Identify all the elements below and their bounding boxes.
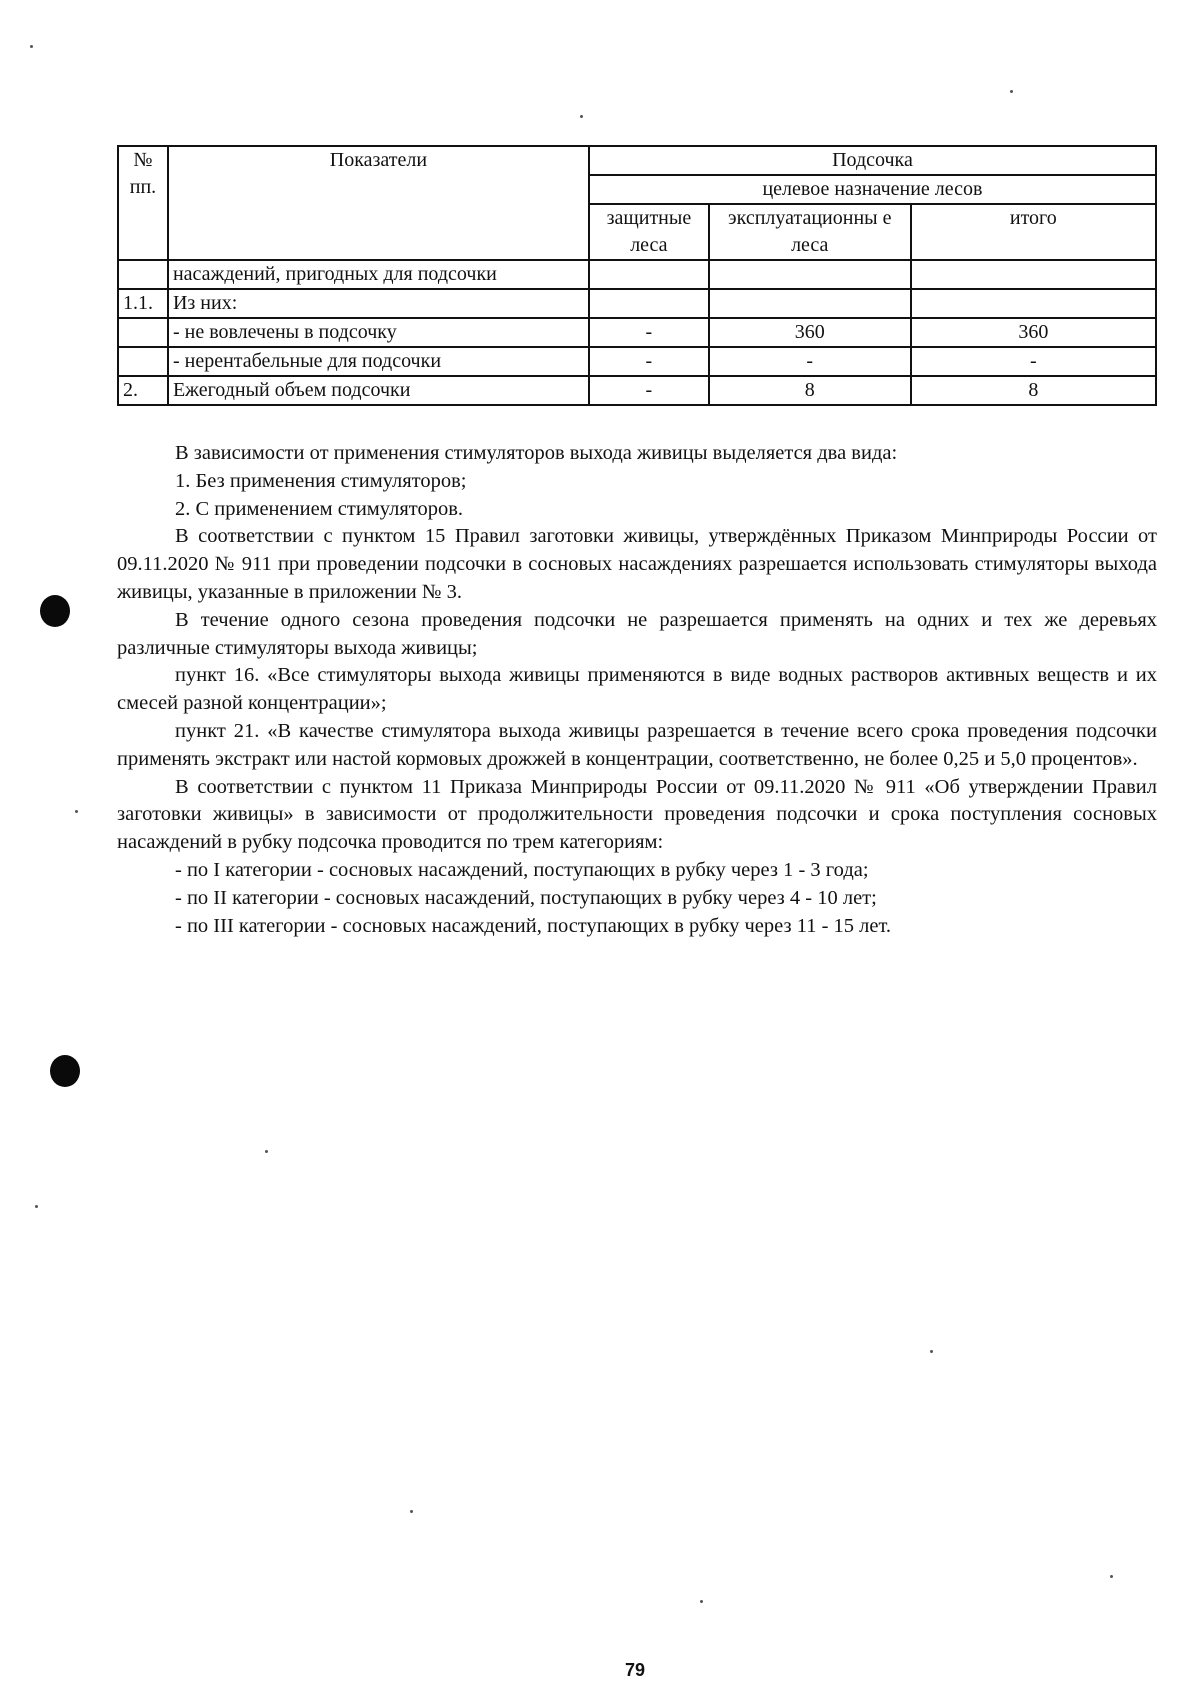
scan-speck [700,1600,703,1603]
scan-speck [35,1205,38,1208]
row-label: - не вовлечены в подсочку [168,318,589,347]
list-item: - по I категории - сосновых насаждений, поступающих в рубку через 1 - 3 года; [175,858,869,881]
list-item: - по III категории - сосновых насаждений, поступающих в рубку через 11 - 15 лет. [175,914,892,937]
paragraph: В зависимости от применения стимуляторов выхода живицы выделяется два вида: [175,442,898,464]
row-total: 360 [911,318,1156,347]
header-num: № пп. [118,146,168,260]
paragraph: В соответствии с пунктом 15 Правил заготовки живицы, утверждённых Приказом Минприроды России от 09.11.2020 № 911 при проведении подсочки в сосновых насаждениях разрешается использовать стимуляторы выхода живицы, указанные в приложении № 3. [117,525,1157,603]
paragraph: 2. С применением стимуляторов. [175,497,464,520]
row-num [118,318,168,347]
header-exploitation: эксплуатационны е леса [709,204,911,260]
header-protective: защитные леса [589,204,709,260]
row-exploitation: 8 [709,376,911,405]
scan-speck [1110,1575,1113,1578]
row-num: 2. [118,376,168,405]
row-protective [589,289,709,318]
punch-hole [40,595,70,627]
table-row [118,289,1156,318]
scan-speck [410,1510,413,1513]
page-number: 79 [625,1660,646,1680]
data-table [117,145,1157,406]
body-text [117,440,1157,940]
scan-speck [265,1150,268,1153]
paragraph: пункт 16. «Все стимуляторы выхода живицы применяются в виде водных растворов активных веществ и их смесей разной концентрации»; [117,664,1157,715]
list-item: - по II категории - сосновых насаждений, поступающих в рубку через 4 - 10 лет; [175,886,877,909]
row-total [911,289,1156,318]
row-total: - [911,347,1156,376]
paragraph: пункт 21. «В качестве стимулятора выхода живицы разрешается в течение всего срока проведения подсочки применять экстракт или настой кормовых дрожжей в концентрации, соответственно, не более 0,25 и 5,0 процентов». [117,719,1157,770]
table-row [118,318,1156,347]
row-num: 1.1. [118,289,168,318]
scan-speck [30,45,33,48]
table-row [118,260,1156,289]
row-label: Из них: [168,289,589,318]
header-subgroup: целевое назначение лесов [589,175,1156,204]
scan-speck [580,115,583,118]
punch-hole [50,1055,80,1087]
row-label: - нерентабельные для подсочки [168,347,589,376]
row-protective: - [589,347,709,376]
scan-speck [75,810,78,813]
row-total: 8 [911,376,1156,405]
row-num [118,260,168,289]
header-indicators: Показатели [168,146,589,260]
table-header-row [118,146,1156,175]
row-label: Ежегодный объем подсочки [168,376,589,405]
row-exploitation: - [709,347,911,376]
paragraph: 1. Без применения стимуляторов; [175,469,467,492]
row-exploitation [709,289,911,318]
scan-speck [1010,90,1013,93]
row-num [118,347,168,376]
header-group: Подсочка [589,146,1156,175]
table-row [118,347,1156,376]
scan-speck [930,1350,933,1353]
row-protective: - [589,376,709,405]
table-row [118,376,1156,405]
header-total: итого [911,204,1156,260]
row-protective: - [589,318,709,347]
row-total [911,260,1156,289]
row-protective [589,260,709,289]
paragraph: В течение одного сезона проведения подсочки не разрешается применять на одних и тех же деревьях различные стимуляторы выхода живицы; [117,608,1157,659]
row-label: насаждений, пригодных для подсочки [168,260,589,289]
row-exploitation [709,260,911,289]
paragraph: В соответствии с пунктом 11 Приказа Минприроды России от 09.11.2020 № 911 «Об утверждении Правил заготовки живицы» в зависимости от продолжительности проведения подсочки и срока поступления сосновых насаждений в рубку подсочка проводится по трем категориям: [117,775,1157,854]
row-exploitation: 360 [709,318,911,347]
